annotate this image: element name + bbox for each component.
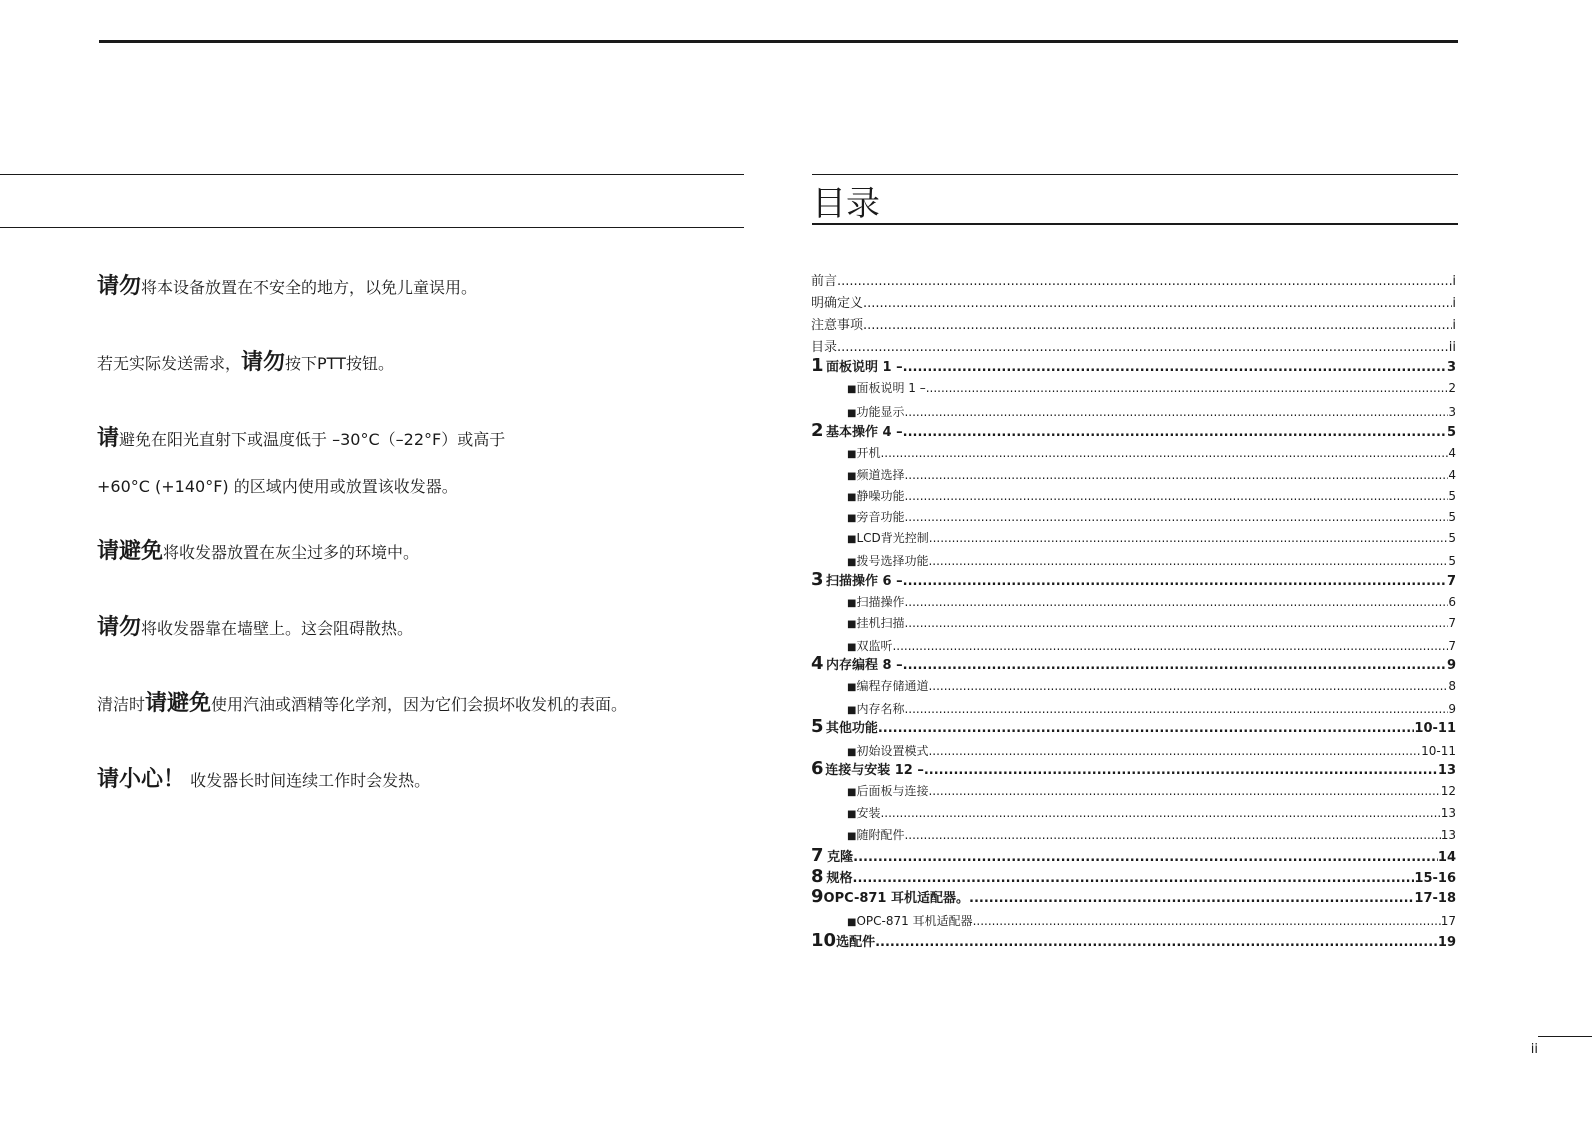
toc-leader-dots — [928, 784, 1440, 798]
toc-chapter-number: 1 — [811, 355, 824, 376]
toc-entry[interactable] — [811, 569, 1456, 590]
toc-entry-page: 7 — [1446, 574, 1456, 589]
toc-entry-label: 扫描操作 — [856, 595, 905, 609]
toc-entry-page: 3 — [1448, 405, 1456, 419]
toc-entry-page: 3 — [1446, 360, 1456, 375]
toc-entry-label: 克隆 — [827, 850, 854, 865]
toc-entry-page: 6 — [1448, 595, 1456, 609]
caution-text: 避免在阳光直射下或温度低于 –30°C（–22°F）或高于 — [119, 430, 506, 449]
toc-entry-label: 面板说明 1 – — [856, 381, 926, 395]
toc-subentry[interactable] — [847, 826, 1456, 843]
toc-entry-label: 扫描操作 6 – — [826, 574, 903, 589]
toc-entry[interactable] — [811, 845, 1456, 866]
toc-entry-page: 10-11 — [1414, 721, 1456, 736]
toc-leader-dots — [853, 871, 1415, 886]
square-bullet-icon: ■ — [847, 513, 857, 524]
toc-leader-dots — [903, 360, 1447, 375]
toc-subentry[interactable] — [847, 487, 1456, 504]
toc-leader-dots — [928, 744, 1421, 758]
square-bullet-icon: ■ — [847, 682, 857, 693]
toc-leader-dots — [904, 595, 1448, 609]
toc-entry-label: 编程存储通道 — [856, 679, 929, 693]
toc-entry-label: 随附配件 — [856, 828, 905, 842]
toc-subentry[interactable] — [847, 742, 1456, 759]
caution-emphasis: 请勿 — [241, 350, 286, 375]
toc-chapter-number: 10 — [811, 930, 837, 951]
toc-leader-dots — [929, 531, 1449, 545]
square-bullet-icon: ■ — [847, 408, 857, 419]
toc-chapter-number: 2 — [811, 420, 824, 441]
toc-leader-dots — [973, 914, 1441, 928]
toc-leader-dots — [863, 296, 1452, 311]
caution-emphasis: 请避免 — [97, 539, 164, 564]
toc-entry-page: 15-16 — [1414, 871, 1456, 886]
toc-subentry[interactable] — [847, 700, 1456, 717]
square-bullet-icon: ■ — [847, 557, 857, 568]
toc-entry-page: i — [1452, 296, 1456, 311]
toc-leader-dots — [878, 721, 1415, 736]
toc-entry[interactable] — [811, 716, 1456, 737]
square-bullet-icon: ■ — [847, 384, 857, 395]
toc-leader-dots — [928, 554, 1448, 568]
toc-entry-page: 7 — [1448, 639, 1456, 653]
toc-entry-page: i — [1452, 274, 1456, 289]
toc-entry-label: 挂机扫描 — [856, 616, 905, 630]
toc-entry-page: 9 — [1446, 658, 1456, 673]
toc-subentry[interactable] — [847, 403, 1456, 420]
toc-subentry[interactable] — [847, 912, 1456, 929]
toc-entry[interactable] — [811, 355, 1456, 376]
toc-subentry[interactable] — [847, 552, 1456, 569]
toc-leader-dots — [880, 446, 1448, 460]
toc-subentry[interactable] — [847, 637, 1456, 654]
toc-subentry[interactable] — [847, 508, 1456, 525]
toc-entry-label: 开机 — [856, 446, 881, 460]
toc-entry-label: 静噪功能 — [856, 489, 905, 503]
toc-entry-page: 5 — [1448, 554, 1456, 568]
toc-entry-page: 7 — [1448, 616, 1456, 630]
caution-text: 将本设备放置在不安全的地方，以免儿童误用。 — [141, 278, 478, 297]
toc-chapter-number: 4 — [811, 653, 824, 674]
toc-subentry[interactable] — [847, 379, 1456, 396]
square-bullet-icon: ■ — [847, 619, 857, 630]
toc-leader-dots — [875, 935, 1438, 950]
toc-leader-dots — [904, 468, 1448, 482]
toc-leader-dots — [892, 639, 1448, 653]
toc-leader-dots — [837, 274, 1452, 289]
toc-leader-dots — [903, 658, 1447, 673]
caution-emphasis: 请勿 — [97, 274, 142, 299]
toc-entry-page: i — [1452, 318, 1456, 333]
toc-entry-label: 选配件 — [836, 935, 876, 950]
toc-subentry[interactable] — [847, 466, 1456, 483]
toc-entry-page: 13 — [1437, 763, 1456, 778]
toc-entry-label: 拨号选择功能 — [856, 554, 929, 568]
square-bullet-icon: ■ — [847, 831, 857, 842]
toc-chapter-number: 7 — [811, 845, 824, 866]
toc-entry-page: 5 — [1448, 531, 1456, 545]
toc-chapter-number: 3 — [811, 569, 824, 590]
caution-text: 使用汽油或酒精等化学剂，因为它们会损坏收发机的表面。 — [211, 695, 628, 714]
toc-entry-page: 5 — [1446, 425, 1456, 440]
toc-entry-page: 8 — [1448, 679, 1456, 693]
toc-leader-dots — [880, 806, 1440, 820]
square-bullet-icon: ■ — [847, 642, 857, 653]
toc-entry[interactable] — [811, 420, 1456, 441]
square-bullet-icon: ■ — [847, 534, 857, 545]
toc-entry-page: ii — [1448, 340, 1456, 355]
toc-entry-label: OPC-871 耳机适配器 — [856, 914, 973, 928]
square-bullet-icon: ■ — [847, 917, 857, 928]
toc-entry-label: 明确定义 — [811, 296, 864, 311]
caution-emphasis: 请 — [97, 426, 120, 451]
toc-entry-label: 旁音功能 — [856, 510, 905, 524]
toc-leader-dots — [904, 702, 1448, 716]
toc-entry[interactable] — [811, 758, 1456, 779]
toc-entry-label: 其他功能 — [825, 721, 878, 736]
toc-entry-page: 14 — [1437, 850, 1456, 865]
caution-text: 将收发器放置在灰尘过多的环境中。 — [163, 543, 420, 562]
caution-emphasis: 请勿 — [97, 615, 142, 640]
square-bullet-icon: ■ — [847, 598, 857, 609]
toc-leader-dots — [837, 340, 1449, 355]
toc-subentry[interactable] — [847, 444, 1456, 461]
caution-text: 按下PTT按钮。 — [285, 354, 394, 373]
toc-leader-dots — [904, 828, 1440, 842]
square-bullet-icon: ■ — [847, 471, 857, 482]
toc-entry-page: 5 — [1448, 510, 1456, 524]
square-bullet-icon: ■ — [847, 747, 857, 758]
toc-leader-dots — [904, 405, 1448, 419]
toc-leader-dots — [863, 318, 1452, 333]
toc-entry-label: 功能显示 — [856, 405, 905, 419]
toc-entry-label: LCD背光控制 — [856, 531, 929, 545]
toc-leader-dots — [903, 425, 1447, 440]
toc-entry-label: 频道选择 — [856, 468, 905, 482]
toc-entry-page: 10-11 — [1421, 744, 1456, 758]
caution-emphasis: 请避免 — [145, 691, 212, 716]
square-bullet-icon: ■ — [847, 492, 857, 503]
toc-entry-page: 2 — [1448, 381, 1456, 395]
toc-leader-dots — [904, 489, 1448, 503]
toc-entry-page: 13 — [1440, 828, 1456, 842]
square-bullet-icon: ■ — [847, 809, 857, 820]
toc-entry[interactable] — [811, 270, 1456, 289]
toc-entry-page: 17-18 — [1414, 891, 1456, 906]
toc-entry-page: 17 — [1440, 914, 1456, 928]
caution-prefix: 若无实际发送需求， — [97, 354, 242, 373]
toc-subentry[interactable] — [847, 677, 1456, 694]
toc-entry-label: 目录 — [811, 340, 838, 355]
toc-leader-dots — [928, 679, 1448, 693]
toc-entry[interactable] — [811, 930, 1456, 951]
toc-entry-label: 安装 — [856, 806, 881, 820]
toc-entry-page: 4 — [1448, 446, 1456, 460]
toc-leader-dots — [969, 891, 1414, 906]
toc-entry[interactable] — [811, 292, 1456, 311]
toc-subentry[interactable] — [847, 782, 1456, 799]
page-number: ii — [1530, 1042, 1538, 1057]
square-bullet-icon: ■ — [847, 787, 857, 798]
toc-entry[interactable] — [811, 314, 1456, 333]
toc-leader-dots — [926, 381, 1449, 395]
toc-entry-label: 双监听 — [856, 639, 893, 653]
toc-entry-label: 基本操作 4 – — [826, 425, 903, 440]
toc-subentry[interactable] — [847, 804, 1456, 821]
toc-entry-label: 初始设置模式 — [856, 744, 929, 758]
toc-leader-dots — [904, 616, 1448, 630]
toc-entry-label: OPC-871 耳机适配器。 — [823, 891, 970, 906]
toc-entry[interactable] — [811, 866, 1456, 887]
toc-entry-label: 前言 — [811, 274, 838, 289]
toc-entry-page: 9 — [1448, 702, 1456, 716]
caution-prefix: 清洁时 — [97, 695, 146, 714]
toc-entry[interactable] — [811, 653, 1456, 674]
caution-text: 收发器长时间连续工作时会发热。 — [185, 771, 431, 790]
toc-entry[interactable] — [811, 336, 1456, 355]
toc-chapter-number: 6 — [811, 758, 824, 779]
toc-subentry[interactable] — [847, 529, 1456, 546]
toc-subentry[interactable] — [847, 593, 1456, 610]
toc-leader-dots — [853, 850, 1438, 865]
toc-leader-dots — [904, 510, 1448, 524]
square-bullet-icon: ■ — [847, 705, 857, 716]
toc-subentry[interactable] — [847, 614, 1456, 631]
toc-leader-dots — [903, 574, 1447, 589]
toc-leader-dots — [924, 763, 1438, 778]
toc-entry-page: 19 — [1437, 935, 1456, 950]
toc-entry-label: 内存名称 — [856, 702, 905, 716]
toc-entry-page: 13 — [1440, 806, 1456, 820]
square-bullet-icon: ■ — [847, 449, 857, 460]
toc-entry-page: 4 — [1448, 468, 1456, 482]
toc-entry-label: 后面板与连接 — [856, 784, 929, 798]
caution-emphasis: 请小心！ — [97, 767, 186, 792]
toc-entry[interactable] — [811, 886, 1456, 907]
toc-entry-label: 内存编程 8 – — [826, 658, 903, 673]
toc-chapter-number: 8 — [811, 866, 824, 887]
caution-text: 将收发器靠在墙壁上。这会阻碍散热。 — [141, 619, 414, 638]
toc-entry-label: 注意事项 — [811, 318, 864, 333]
caution-text: +60°C (+140°F) 的区域内使用或放置该收发器。 — [97, 477, 458, 496]
toc-chapter-number: 9 — [811, 886, 824, 907]
toc-entry-page: 12 — [1440, 784, 1456, 798]
toc-chapter-number: 5 — [811, 716, 824, 737]
toc-entry-label: 面板说明 1 – — [826, 360, 903, 375]
toc-entry-label: 规格 — [826, 871, 853, 886]
toc-entry-page: 5 — [1448, 489, 1456, 503]
toc-entry-label: 连接与安装 12 – — [825, 763, 924, 778]
toc-title: 目录 — [812, 184, 880, 224]
